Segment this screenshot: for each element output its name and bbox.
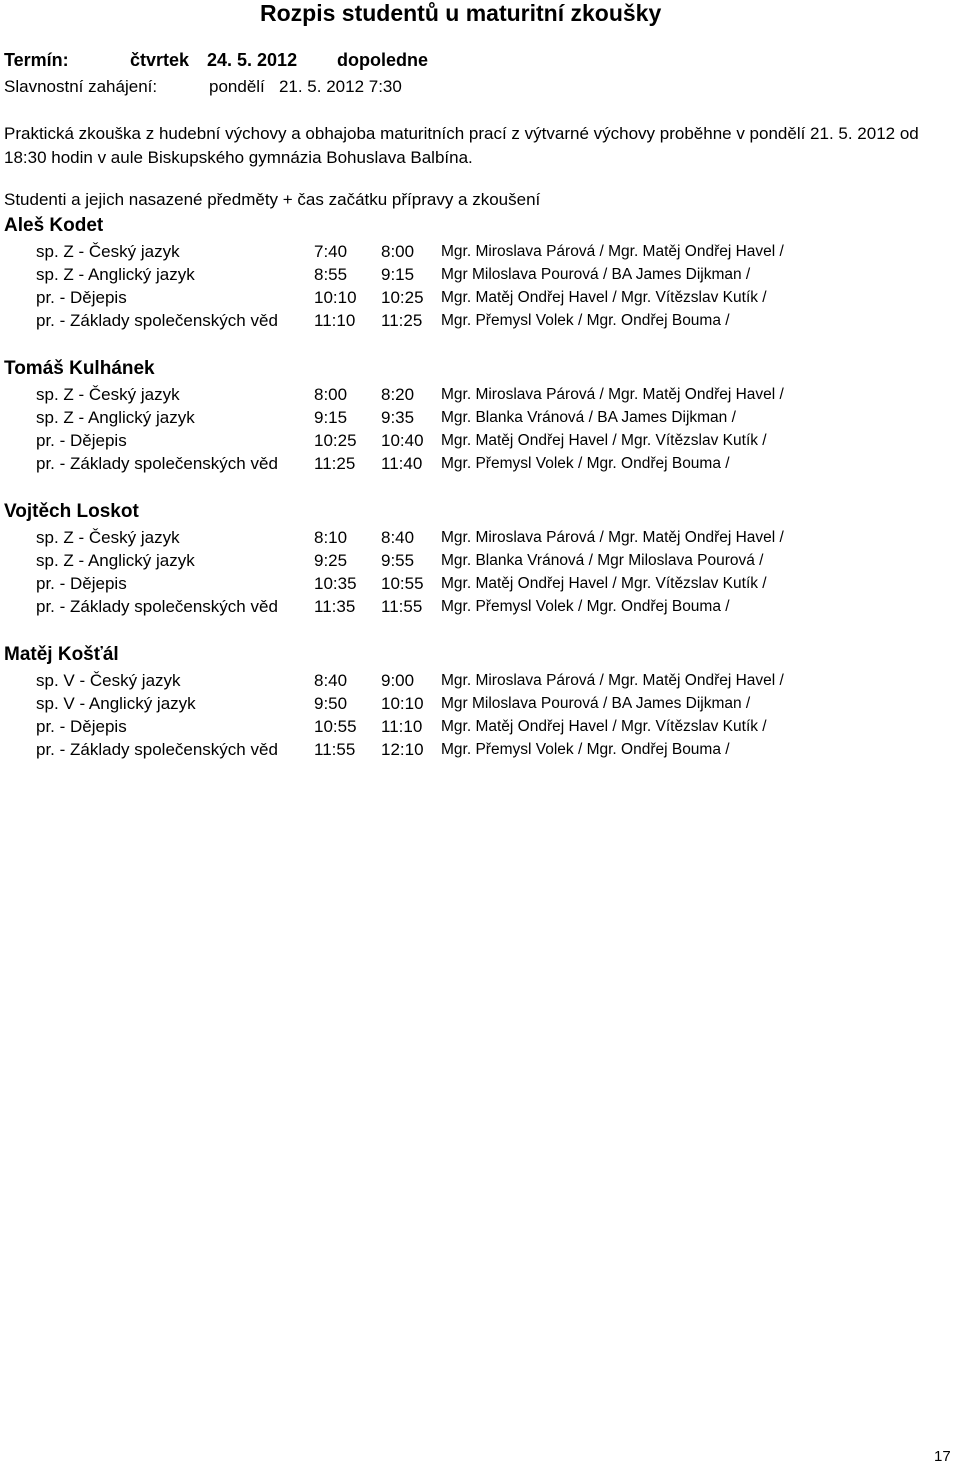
term-day: čtvrtek	[130, 50, 190, 70]
exam-time: 9:15	[381, 265, 415, 284]
exam-row	[0, 429, 960, 452]
student-name: Matěj Košťál	[4, 644, 119, 665]
examiners: Mgr. Matěj Ondřej Havel / Mgr. Vítězslav Kutík /	[441, 575, 767, 592]
exam-subject: sp. V - Anglický jazyk	[36, 694, 196, 713]
exam-time: 12:10	[381, 740, 424, 759]
examiners: Mgr. Miroslava Párová / Mgr. Matěj Ondřej Havel /	[441, 243, 784, 260]
exam-subject: pr. - Dějepis	[36, 717, 127, 736]
exam-subject: pr. - Dějepis	[36, 288, 127, 307]
exam-time: 10:55	[381, 574, 424, 593]
exam-subject: sp. Z - Anglický jazyk	[36, 408, 195, 427]
examiners: Mgr. Matěj Ondřej Havel / Mgr. Vítězslav Kutík /	[441, 718, 767, 735]
exam-row	[0, 526, 960, 549]
prep-time: 8:55	[314, 265, 348, 284]
exam-row	[0, 595, 960, 641]
examiners: Mgr. Blanka Vránová / BA James Dijkman /	[441, 409, 736, 426]
examiners: Mgr. Přemysl Volek / Mgr. Ondřej Bouma /	[441, 741, 730, 758]
examiners: Mgr. Přemysl Volek / Mgr. Ondřej Bouma /	[441, 598, 730, 615]
exam-subject: pr. - Základy společenských věd	[36, 311, 278, 330]
term-label: Termín:	[4, 50, 69, 70]
prep-time: 8:10	[314, 528, 348, 547]
exam-row	[0, 692, 960, 715]
student-name: Tomáš Kulhánek	[4, 358, 155, 379]
prep-time: 11:25	[314, 454, 356, 473]
opening-label: Slavnostní zahájení:	[4, 77, 158, 96]
exam-subject: sp. V - Český jazyk	[36, 671, 181, 690]
exam-time: 11:40	[381, 454, 423, 473]
exam-subject: pr. - Dějepis	[36, 574, 127, 593]
prep-time: 11:55	[314, 740, 356, 759]
exam-time: 8:40	[381, 528, 415, 547]
examiners: Mgr Miloslava Pourová / BA James Dijkman /	[441, 266, 751, 283]
term-part: dopoledne	[337, 50, 428, 70]
term-date: 24. 5. 2012	[207, 50, 298, 70]
exam-time: 11:25	[381, 311, 423, 330]
examiners: Mgr. Miroslava Párová / Mgr. Matěj Ondřej Havel /	[441, 672, 784, 689]
exam-time: 11:10	[381, 717, 423, 736]
examiners: Mgr. Přemysl Volek / Mgr. Ondřej Bouma /	[441, 455, 730, 472]
student-name: Vojtěch Loskot	[4, 501, 139, 522]
prep-time: 9:25	[314, 551, 348, 570]
exam-subject: pr. - Základy společenských věd	[36, 454, 278, 473]
exam-time: 11:55	[381, 597, 423, 616]
page-title: Rozpis studentů u maturitní zkoušky	[260, 0, 662, 26]
exam-row	[0, 263, 960, 286]
prep-time: 8:40	[314, 671, 348, 690]
exam-time: 10:25	[381, 288, 424, 307]
examiners: Mgr Miloslava Pourová / BA James Dijkman /	[441, 695, 751, 712]
examiners: Mgr. Blanka Vránová / Mgr Miloslava Pourová /	[441, 552, 764, 569]
exam-time: 8:00	[381, 242, 415, 261]
exam-row	[0, 738, 960, 784]
prep-time: 8:00	[314, 385, 348, 404]
exam-subject: sp. Z - Český jazyk	[36, 385, 180, 404]
exam-subject: pr. - Základy společenských věd	[36, 597, 278, 616]
exam-subject: pr. - Základy společenských věd	[36, 740, 278, 759]
exam-time: 9:00	[381, 671, 415, 690]
exam-row	[0, 549, 960, 572]
prep-time: 9:50	[314, 694, 348, 713]
prep-time: 10:35	[314, 574, 357, 593]
exam-time: 10:40	[381, 431, 424, 450]
prep-time: 11:35	[314, 597, 356, 616]
exam-subject: sp. Z - Český jazyk	[36, 528, 180, 547]
prep-time: 10:55	[314, 717, 357, 736]
page-number: 17	[934, 1448, 951, 1465]
examiners: Mgr. Matěj Ondřej Havel / Mgr. Vítězslav Kutík /	[441, 289, 767, 306]
exam-row	[0, 309, 960, 355]
exam-row	[0, 452, 960, 498]
prep-time: 10:10	[314, 288, 357, 307]
exam-time: 9:55	[381, 551, 415, 570]
student-name: Aleš Kodet	[4, 215, 104, 236]
exam-row	[0, 240, 960, 263]
exam-row	[0, 715, 960, 738]
exam-row	[0, 286, 960, 309]
exam-time: 8:20	[381, 385, 415, 404]
prep-time: 11:10	[314, 311, 356, 330]
exam-subject: pr. - Dějepis	[36, 431, 127, 450]
student-schedule	[0, 212, 960, 784]
examiners: Mgr. Miroslava Párová / Mgr. Matěj Ondřej Havel /	[441, 386, 784, 403]
exam-subject: sp. Z - Český jazyk	[36, 242, 180, 261]
schedule-intro: Studenti a jejich nasazené předměty + čas začátku přípravy a zkoušení	[4, 190, 541, 209]
exam-time: 10:10	[381, 694, 424, 713]
exam-row	[0, 406, 960, 429]
exam-subject: sp. Z - Anglický jazyk	[36, 551, 195, 570]
prep-time: 9:15	[314, 408, 348, 427]
examiners: Mgr. Miroslava Párová / Mgr. Matěj Ondřej Havel /	[441, 529, 784, 546]
examiners: Mgr. Matěj Ondřej Havel / Mgr. Vítězslav Kutík /	[441, 432, 767, 449]
prep-time: 10:25	[314, 431, 357, 450]
practical-exam-note: Praktická zkouška z hudební výchovy a obhajoba maturitních prací z výtvarné výchovy proběhne v pondělí 21. 5. 2012 od 18:30 hodin v aule Biskupského gymnázia Bohuslava Balbína.	[4, 124, 919, 167]
exam-subject: sp. Z - Anglický jazyk	[36, 265, 195, 284]
exam-time: 9:35	[381, 408, 415, 427]
examiners: Mgr. Přemysl Volek / Mgr. Ondřej Bouma /	[441, 312, 730, 329]
prep-time: 7:40	[314, 242, 348, 261]
opening-value: pondělí 21. 5. 2012 7:30	[209, 77, 402, 96]
exam-row	[0, 572, 960, 595]
exam-row	[0, 383, 960, 406]
exam-row	[0, 669, 960, 692]
